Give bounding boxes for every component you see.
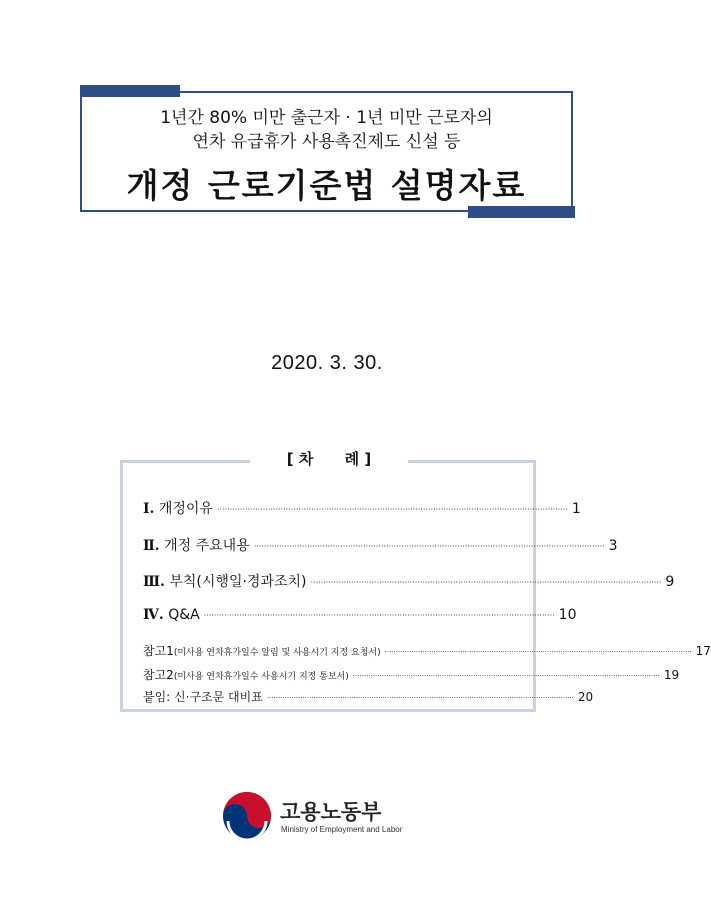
toc-leader-dots: ·········································································································································· — [384, 648, 692, 656]
toc-heading: [ 차 례 ] — [250, 448, 408, 469]
toc-leader-dots: ·········································································································································· — [266, 694, 574, 702]
toc-page-number: 19 — [663, 668, 680, 682]
title-accent-bottom — [468, 206, 575, 218]
toc-reference-1[interactable] — [143, 642, 711, 659]
toc-page-number: 9 — [665, 574, 675, 590]
publication-date: 2020. 3. 30. — [271, 352, 383, 374]
toc-item-label: Ⅰ. 개정이유 — [143, 501, 213, 517]
subtitle-line-2: 연차 유급휴가 사용촉진제도 신설 등 — [192, 132, 461, 152]
ministry-name: 고용노동부 — [280, 800, 382, 824]
toc-leader-dots: ·········································································································································· — [253, 542, 605, 551]
taegeuk-emblem-icon — [222, 791, 272, 841]
toc-leader-dots: ·········································································································································· — [352, 672, 660, 680]
toc-item-reasons[interactable] — [143, 498, 581, 518]
toc-item-supplementary[interactable] — [143, 571, 675, 591]
toc-page-number: 20 — [577, 690, 594, 704]
ministry-name-english: Ministry of Employment and Labor — [281, 825, 403, 834]
toc-item-label: Ⅲ. 부칙(시행일·경과조치) — [143, 574, 307, 590]
toc-item-label: Ⅱ. 개정 주요내용 — [143, 538, 250, 554]
toc-leader-dots: ·········································································································································· — [216, 505, 568, 514]
toc-attachment-label: 붙임: 신·구조문 대비표 — [143, 690, 263, 704]
subtitle-line-1: 1년간 80% 미만 출근자 · 1년 미만 근로자의 — [160, 108, 493, 128]
toc-page-number: 1 — [571, 501, 581, 517]
toc-page-number: 3 — [608, 538, 618, 554]
toc-attachment[interactable] — [143, 688, 594, 705]
toc-page-number: 10 — [558, 607, 577, 623]
toc-item-qa[interactable] — [143, 607, 577, 623]
toc-reference-2[interactable] — [143, 666, 680, 683]
document-title: 개정 근로기준법 설명자료 — [126, 166, 527, 205]
toc-page-number: 17 — [695, 644, 711, 658]
toc-item-label: Ⅳ. Q&A — [143, 607, 200, 623]
toc-reference-label: 참고2(미사용 연차휴가일수 사용시기 지정 통보서) — [143, 668, 349, 682]
toc-item-main-changes[interactable] — [143, 535, 618, 555]
toc-leader-dots: ·········································································································································· — [203, 611, 555, 620]
toc-leader-dots: ·········································································································································· — [310, 578, 662, 587]
toc-reference-label: 참고1(미사용 연차휴가일수 알림 및 사용시기 지정 요청서) — [143, 644, 381, 658]
